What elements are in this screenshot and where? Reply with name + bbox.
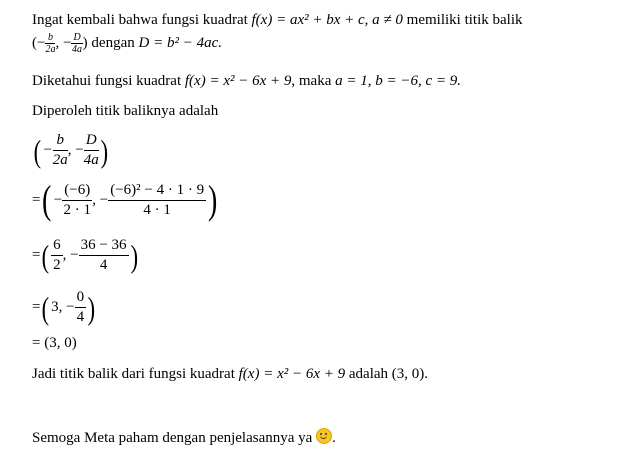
discriminant-formula: D = b² − 4ac. (138, 35, 222, 51)
left-paren: ( (33, 132, 42, 169)
left-paren: ( (42, 177, 52, 222)
given-line (32, 72, 461, 90)
step-4 (32, 288, 97, 327)
equals-sign: = (32, 247, 41, 263)
step-5 (32, 334, 77, 352)
conclusion-text: Jadi titik balik dari fungsi kuadrat (32, 366, 239, 382)
fraction-numerator: (−6) (62, 181, 92, 201)
conclusion-connector: adalah (345, 366, 392, 382)
step-2: = ( − $\frac{(-6)}{2 \cdot 1}$ , − $\frac{\text{(−6)² − 4 · 1 · 9}}{4 \cdot 1}$ ) (32, 177, 218, 222)
fraction-step3-a (51, 236, 63, 275)
fraction-d-4a (84, 131, 99, 170)
smile-emoji-icon (316, 428, 332, 444)
fraction-denominator: 2 · 1 (63, 201, 91, 218)
conclusion-line (32, 365, 428, 383)
given-connector: , maka (291, 73, 336, 89)
fraction-numerator: D (84, 131, 99, 151)
conclusion-vertex: (3, 0). (391, 366, 429, 382)
step4-lead: 3, − (51, 299, 75, 315)
fraction-step2-a (62, 181, 92, 220)
fraction-numerator: 0 (75, 288, 87, 308)
coefficients: a = 1, b = −6, c = 9. (335, 73, 462, 89)
closing-line (32, 428, 336, 447)
right-paren: ) (87, 289, 96, 326)
fraction-b-2a (53, 131, 68, 170)
derived-text: Diperoleh titik baliknya adalah (32, 103, 219, 119)
fraction-numerator: b (45, 32, 55, 44)
result-line: = (3, 0) (32, 335, 77, 351)
fraction-denominator: 4 (99, 257, 108, 273)
closing-period: . (332, 430, 336, 446)
connector-text: dengan (87, 35, 139, 51)
right-paren: ) (100, 132, 108, 169)
fraction-denominator: 4a (72, 44, 83, 56)
intro-text: Ingat kembali bahwa fungsi kuadrat (32, 12, 252, 28)
equals-sign: = (32, 299, 41, 315)
fraction-step4 (75, 288, 87, 327)
given-function: f(x) = x² − 6x + 9 (184, 73, 292, 89)
fraction-denominator: 4 · 1 (143, 201, 171, 218)
closing-text: Semoga Meta paham dengan penjelasannya ya (32, 430, 317, 446)
vertex-formula-line (32, 32, 222, 55)
given-text: Diketahui fungsi kuadrat (32, 73, 185, 89)
intro-text-end: memiliki titik balik (402, 12, 523, 28)
left-paren: ( (42, 237, 50, 274)
left-paren: ( (42, 289, 50, 326)
fraction-b-2a (45, 32, 55, 55)
fraction-numerator: D (73, 32, 81, 44)
conclusion-function: f(x) = x² − 6x + 9 (238, 366, 346, 382)
fraction-d-4a (71, 32, 82, 55)
open-paren: (− (32, 35, 46, 51)
fraction-denominator: 2a (45, 44, 56, 56)
fraction-numerator: 36 − 36 (79, 236, 129, 256)
fraction-step3-b (79, 236, 129, 275)
derived-line (32, 102, 218, 120)
separator: , − (55, 35, 72, 51)
fraction-numerator: 6 (51, 236, 63, 256)
right-paren: ) (130, 237, 138, 274)
right-paren: ) (208, 177, 218, 222)
fraction-denominator: 2a (52, 152, 68, 168)
fraction-step2-b (108, 181, 206, 220)
fraction-denominator: 2 (53, 257, 61, 273)
close-paren: ) (82, 35, 88, 51)
fraction-denominator: 4a (83, 152, 99, 168)
intro-line (32, 11, 522, 29)
quadratic-formula: f(x) = ax² + bx + c, a ≠ 0 (251, 12, 403, 28)
step-3: = ( $\frac{6}{2}$ , − $\frac{36 - 36}{4}$ ) (32, 237, 138, 274)
fraction-denominator: 4 (76, 309, 85, 325)
fraction-numerator: (−6)² − 4 · 1 · 9 (108, 181, 206, 201)
equals-sign: = (32, 191, 41, 208)
step-1: ( − $\frac{b}{2a}$ , − $\frac{D}{4a}$ ) (33, 132, 108, 169)
fraction-numerator: b (53, 131, 68, 151)
